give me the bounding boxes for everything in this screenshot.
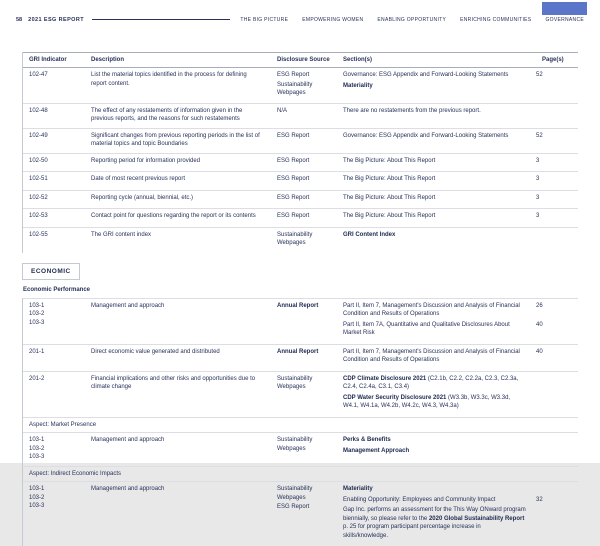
column-header: Section(s) <box>337 56 536 64</box>
page-reference: 3 <box>536 157 578 166</box>
page-reference <box>536 82 578 91</box>
disclosure-source-cell <box>271 231 337 249</box>
table-row <box>23 153 578 172</box>
sections-cell <box>337 132 578 149</box>
page-reference <box>536 447 578 456</box>
section-entry <box>343 375 578 392</box>
gri-indicator: 102-48 <box>29 107 77 116</box>
table-row <box>23 432 578 466</box>
nav-item-enriching-communities[interactable] <box>460 16 531 23</box>
page-reference <box>536 375 578 392</box>
section-entry-text <box>343 231 536 240</box>
section-entry-text <box>343 506 536 540</box>
section-text: There are no restatements from the previous report. <box>343 108 481 114</box>
section-entry <box>343 107 578 116</box>
page-reference <box>536 231 578 240</box>
disclosure-source: Annual Report <box>277 348 329 357</box>
section-text: Part II, Item 7, Management's Discussion and Analysis of Financial Condition and Results of Operations <box>343 349 520 364</box>
gri-indicator: 103-1 <box>29 485 77 494</box>
disclosure-source-cell <box>271 436 337 462</box>
gri-rows-container <box>23 68 578 253</box>
section-entry <box>343 394 578 411</box>
section-entry-text <box>343 485 536 494</box>
section-entry <box>343 302 578 319</box>
column-header: Description <box>85 56 271 64</box>
gri-indicator: 103-1 <box>29 436 77 445</box>
disclosure-source-cell <box>271 212 337 223</box>
gri-indicator: 201-2 <box>29 375 77 384</box>
section-entry-text <box>343 71 536 80</box>
section-entry <box>343 212 578 221</box>
gri-indicator: 103-3 <box>29 502 77 511</box>
section-link[interactable]: Materiality <box>343 83 373 89</box>
gri-indicator-cell <box>23 175 85 186</box>
disclosure-source: ESG Report <box>277 157 329 166</box>
page-number: 58 <box>16 17 22 23</box>
table-header-row <box>23 52 578 68</box>
section-entry <box>343 348 578 365</box>
gri-indicator-cell <box>23 485 85 542</box>
nav-item-label: GOVERNANCE <box>545 17 584 23</box>
nav-item-the-big-picture[interactable] <box>240 16 288 23</box>
page-reference: 40 <box>536 321 578 338</box>
description-cell: Reporting cycle (annual, biennial, etc.) <box>85 194 271 205</box>
page-reference <box>536 506 578 540</box>
section-entry <box>343 321 578 338</box>
section-entry-text <box>343 496 536 505</box>
gri-indicator: 103-2 <box>29 445 77 454</box>
top-header <box>0 0 600 26</box>
page-reference: 40 <box>536 348 578 365</box>
section-link[interactable]: 2020 Global Sustainability Report <box>429 516 524 522</box>
gri-indicator: 102-53 <box>29 212 77 221</box>
section-entry-text <box>343 212 536 221</box>
section-entry <box>343 485 578 494</box>
aspect-label: Aspect: Market Presence <box>23 417 578 433</box>
nav-item-governance[interactable] <box>545 16 584 23</box>
section-link[interactable]: Perks & Benefits <box>343 437 391 443</box>
nav-item-empowering-women[interactable] <box>302 16 363 23</box>
table-row <box>23 128 578 153</box>
table-row <box>23 68 578 103</box>
disclosure-source: ESG Report <box>277 71 329 80</box>
page-reference: 3 <box>536 212 578 221</box>
table-row <box>23 299 578 344</box>
section-entry <box>343 194 578 203</box>
gri-indicator: 102-47 <box>29 71 77 80</box>
economic-rows-container <box>23 299 578 546</box>
section-entry-text <box>343 194 536 203</box>
gri-indicator-cell <box>23 107 85 124</box>
sections-cell <box>337 231 578 249</box>
description-cell: Significant changes from previous reporting periods in the list of material topics and topic Boundaries <box>85 132 271 149</box>
section-text: The Big Picture: About This Report <box>343 158 435 164</box>
gri-indicator: 103-3 <box>29 453 77 462</box>
section-text: The Big Picture: About This Report <box>343 195 435 201</box>
gri-indicator-cell <box>23 157 85 168</box>
section-link[interactable]: Materiality <box>343 486 373 492</box>
section-entry-text <box>343 107 536 116</box>
sections-cell <box>337 107 578 124</box>
disclosure-source: ESG Report <box>277 503 329 512</box>
disclosure-source-cell <box>271 348 337 367</box>
section-entry <box>343 82 578 91</box>
gri-indicator: 103-2 <box>29 494 77 503</box>
description-cell: The effect of any restatements of information given in the previous reports, and the reasons for such restatements <box>85 107 271 124</box>
nav-item-label: THE BIG PICTURE <box>240 17 288 23</box>
section-entry-text <box>343 175 536 184</box>
section-entry <box>343 231 578 240</box>
description-cell: Contact point for questions regarding the report or its contents <box>85 212 271 223</box>
nav-item-label: ENABLING OPPORTUNITY <box>377 17 446 23</box>
section-entry-text <box>343 348 536 365</box>
table-row <box>23 171 578 190</box>
disclosure-source: ESG Report <box>277 212 329 221</box>
table-row <box>23 103 578 128</box>
section-entry-text <box>343 447 536 456</box>
disclosure-source-cell <box>271 107 337 124</box>
section-text: p. 25 for program participant percentage increase in skills/knowledge. <box>343 524 481 539</box>
active-tab-indicator <box>542 2 587 15</box>
description-cell: The GRI content index <box>85 231 271 249</box>
sections-cell <box>337 157 578 168</box>
gri-indicator-cell <box>23 231 85 249</box>
sections-cell <box>337 436 578 462</box>
page-reference: 52 <box>536 132 578 141</box>
page-reference: 26 <box>536 302 578 319</box>
page-reference <box>536 485 578 494</box>
sections-cell <box>337 348 578 367</box>
page-reference: 52 <box>536 71 578 80</box>
gri-indicator: 102-55 <box>29 231 77 240</box>
description-cell: List the material topics identified in the process for defining report content. <box>85 71 271 99</box>
disclosure-source: Sustainability Webpages <box>277 485 329 502</box>
section-entry-text <box>343 436 536 445</box>
description-cell: Date of most recent previous report <box>85 175 271 186</box>
table-row <box>23 227 578 253</box>
section-text: The Big Picture: About This Report <box>343 213 435 219</box>
section-entry <box>343 132 578 141</box>
section-entry <box>343 157 578 166</box>
description-cell: Management and approach <box>85 485 271 542</box>
gri-indicator: 103-2 <box>29 310 77 319</box>
page-reference <box>536 436 578 445</box>
section-text: Part II, Item 7, Management's Discussion and Analysis of Financial Condition and Results of Operations <box>343 303 520 318</box>
section-entry-text <box>343 132 536 141</box>
section-entry-text <box>343 375 536 392</box>
section-entry-text <box>343 394 536 411</box>
gri-indicator: 102-50 <box>29 157 77 166</box>
disclosure-source: N/A <box>277 107 329 116</box>
section-entry <box>343 71 578 80</box>
disclosure-source-cell <box>271 175 337 186</box>
disclosure-source: ESG Report <box>277 132 329 141</box>
disclosure-source: Annual Report <box>277 302 329 311</box>
gri-indicator-cell <box>23 436 85 462</box>
sections-cell <box>337 212 578 223</box>
section-entry <box>343 436 578 445</box>
aspect-label: Aspect: Indirect Economic Impacts <box>23 466 578 482</box>
section-link[interactable]: CDP Climate Disclosure 2021 <box>343 376 426 382</box>
gri-index-table <box>22 52 578 546</box>
page-reference: 3 <box>536 194 578 203</box>
disclosure-source: Sustainability Webpages <box>277 375 329 392</box>
section-entry-text <box>343 82 536 91</box>
header-rule <box>92 19 230 20</box>
gri-indicator: 102-52 <box>29 194 77 203</box>
gri-indicator: 102-49 <box>29 132 77 141</box>
disclosure-source-cell <box>271 132 337 149</box>
table-row <box>23 371 578 417</box>
disclosure-source: Sustainability Webpages <box>277 436 329 453</box>
economic-block <box>22 298 578 546</box>
sections-cell <box>337 71 578 99</box>
gri-general-block <box>22 52 578 253</box>
sections-cell <box>337 194 578 205</box>
sections-cell <box>337 302 578 340</box>
disclosure-source-cell <box>271 194 337 205</box>
top-nav <box>240 16 584 23</box>
nav-item-enabling-opportunity[interactable] <box>377 16 446 23</box>
table-row <box>23 208 578 227</box>
gri-indicator-cell <box>23 375 85 413</box>
section-entry <box>343 447 578 456</box>
gri-indicator-cell <box>23 194 85 205</box>
disclosure-source: Sustainability Webpages <box>277 81 329 98</box>
gri-indicator-cell <box>23 71 85 99</box>
description-cell: Financial implications and other risks and opportunities due to climate change <box>85 375 271 413</box>
section-entry <box>343 496 578 505</box>
section-link[interactable]: GRI Content Index <box>343 232 395 238</box>
sections-cell <box>337 485 578 542</box>
page-reference: 32 <box>536 496 578 505</box>
page-reference <box>536 107 578 116</box>
gri-indicator-cell <box>23 132 85 149</box>
column-header: GRI Indicator <box>23 56 85 64</box>
disclosure-source: ESG Report <box>277 194 329 203</box>
nav-item-label: ENRICHING COMMUNITIES <box>460 17 531 23</box>
section-text: The Big Picture: About This Report <box>343 176 435 182</box>
gri-indicator: 103-3 <box>29 319 77 328</box>
column-header: Disclosure Source <box>271 56 337 64</box>
page-reference <box>536 394 578 411</box>
sections-cell <box>337 175 578 186</box>
gri-indicator: 201-1 <box>29 348 77 357</box>
section-text: (W3.3b, W3.3c, W3.3d, W4.1, W4.1a, W4.2b, W4.2c, W4.3, W4.3a) <box>343 395 510 410</box>
section-entry-text <box>343 321 536 338</box>
gri-indicator-cell <box>23 348 85 367</box>
section-entry-text <box>343 157 536 166</box>
table-row <box>23 344 578 371</box>
gri-indicator: 102-51 <box>29 175 77 184</box>
sections-cell <box>337 375 578 413</box>
disclosure-source: Sustainability Webpages <box>277 231 329 248</box>
economic-section-heading: ECONOMIC <box>22 263 80 280</box>
table-row <box>23 481 578 546</box>
description-cell: Management and approach <box>85 302 271 340</box>
disclosure-source-cell <box>271 157 337 168</box>
section-text: (C2.1b, C2.2, C2.2a, C2.3, C2.3a, C2.4, C2.4a, C3.1, C3.4) <box>343 376 518 391</box>
section-link[interactable]: CDP Water Security Disclosure 2021 <box>343 395 446 401</box>
disclosure-source-cell <box>271 302 337 340</box>
section-link[interactable]: Management Approach <box>343 448 409 454</box>
economic-performance-label: Economic Performance <box>23 287 578 293</box>
section-entry <box>343 506 578 540</box>
section-text: Governance: ESG Appendix and Forward-Looking Statements <box>343 72 508 78</box>
section-text: Gap Inc. performs an assessment for the This Way ONward program biennially, so please refer to the <box>343 507 526 522</box>
description-cell: Direct economic value generated and distributed <box>85 348 271 367</box>
section-entry-text <box>343 302 536 319</box>
section-text: Enabling Opportunity: Employees and Community Impact <box>343 497 495 503</box>
gri-indicator-cell <box>23 302 85 340</box>
gri-indicator: 103-1 <box>29 302 77 311</box>
description-cell: Reporting period for information provided <box>85 157 271 168</box>
report-title: 2021 ESG REPORT <box>28 17 84 23</box>
disclosure-source-cell <box>271 71 337 99</box>
section-entry <box>343 175 578 184</box>
section-text: Part II, Item 7A, Quantitative and Qualitative Disclosures About Market Risk <box>343 322 510 337</box>
page-reference: 3 <box>536 175 578 184</box>
section-text: Governance: ESG Appendix and Forward-Looking Statements <box>343 133 508 139</box>
gri-indicator-cell <box>23 212 85 223</box>
description-cell: Management and approach <box>85 436 271 462</box>
nav-item-label: EMPOWERING WOMEN <box>302 17 363 23</box>
disclosure-source-cell <box>271 375 337 413</box>
table-row <box>23 190 578 209</box>
column-header: Page(s) <box>536 56 578 64</box>
disclosure-source-cell <box>271 485 337 542</box>
disclosure-source: ESG Report <box>277 175 329 184</box>
